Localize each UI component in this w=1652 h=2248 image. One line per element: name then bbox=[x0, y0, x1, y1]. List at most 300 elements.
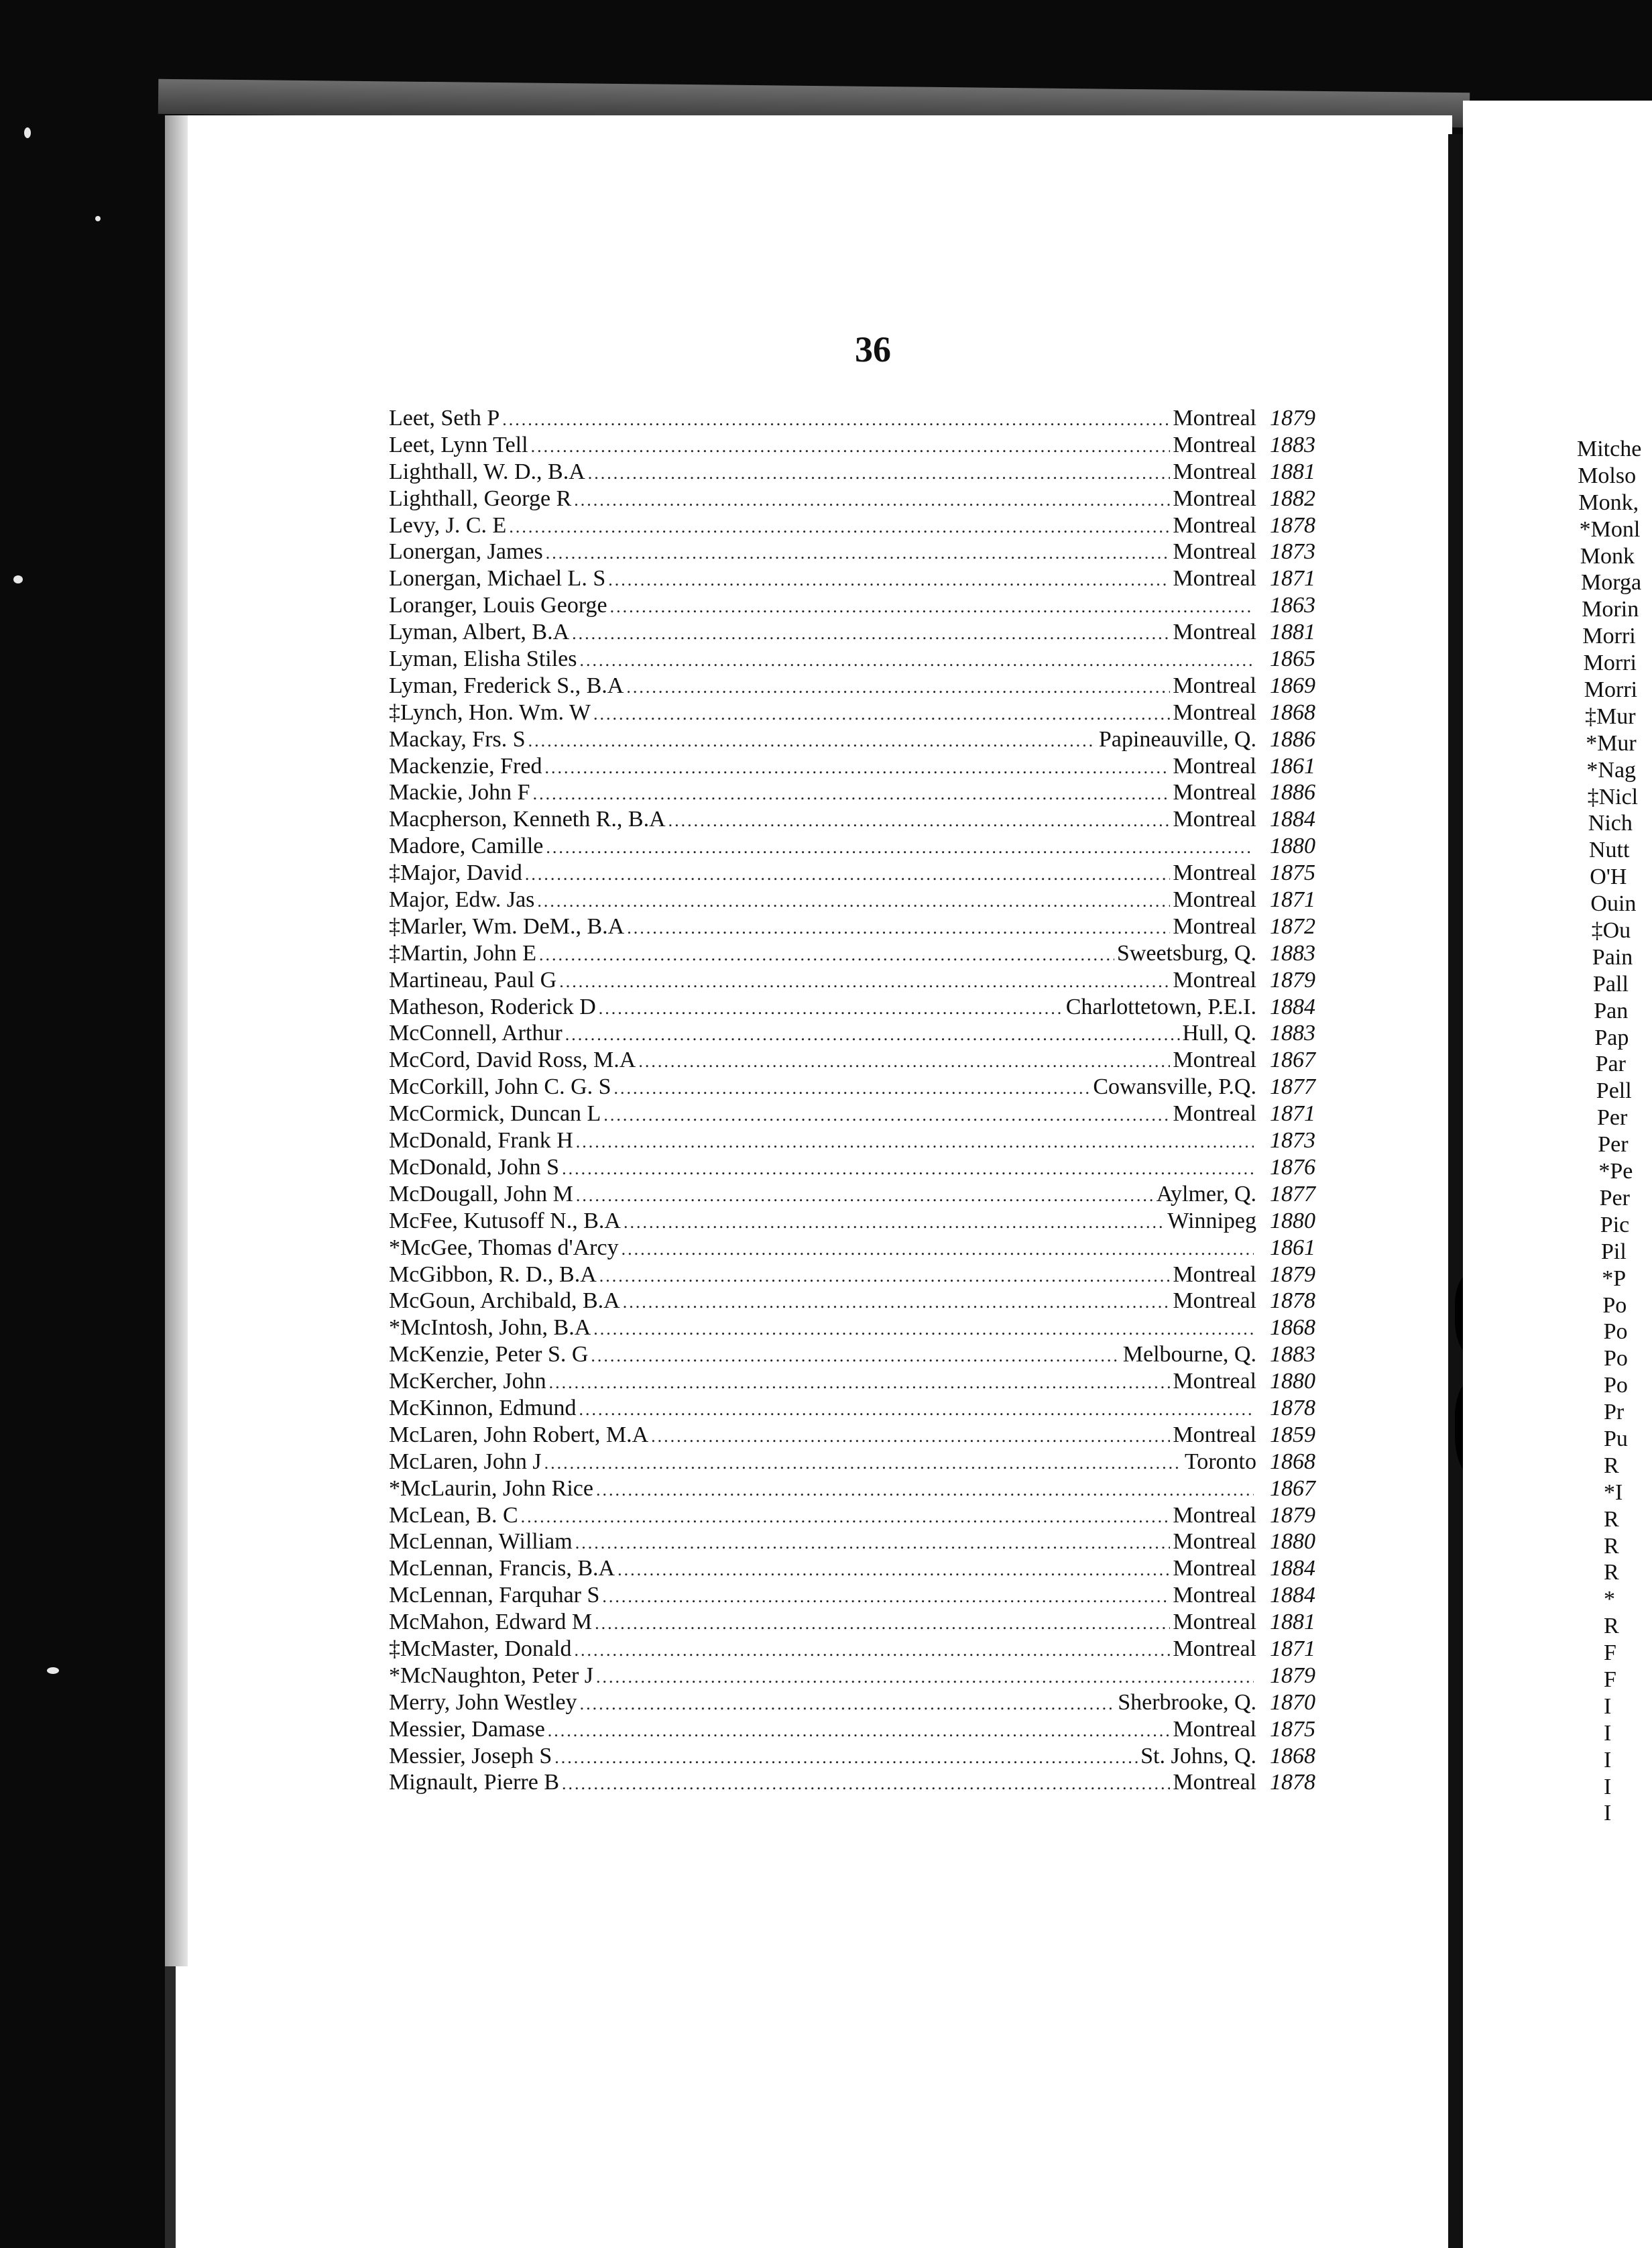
list-item bbox=[389, 1181, 1315, 1208]
list-item bbox=[389, 646, 1315, 673]
member-residence: Montreal bbox=[1173, 566, 1256, 592]
dot-leader bbox=[651, 1423, 1170, 1449]
member-residence: Montreal bbox=[1173, 1556, 1256, 1581]
facing-page-fragment: Po bbox=[1604, 1373, 1628, 1398]
facing-page-fragment: Morin bbox=[1582, 597, 1639, 622]
member-year: 1886 bbox=[1270, 726, 1315, 752]
member-year: 1879 bbox=[1270, 1663, 1315, 1688]
member-name: Leet, Seth P bbox=[389, 406, 500, 431]
dust-speck bbox=[47, 1667, 59, 1674]
facing-page-fragment: Monk bbox=[1580, 543, 1635, 569]
facing-page-fragment: Nich bbox=[1588, 811, 1633, 836]
dot-leader bbox=[544, 754, 1170, 781]
member-year: 1878 bbox=[1270, 1770, 1315, 1795]
list-item bbox=[389, 860, 1315, 887]
facing-page-fragment: Pil bbox=[1601, 1239, 1627, 1264]
facing-page-fragment: Morri bbox=[1582, 624, 1636, 649]
member-year: 1880 bbox=[1270, 1529, 1315, 1555]
member-year: 1879 bbox=[1270, 1261, 1315, 1287]
member-year: 1884 bbox=[1270, 994, 1315, 1019]
facing-page-fragment: *Pe bbox=[1598, 1159, 1633, 1184]
facing-page-fragment: * bbox=[1604, 1587, 1615, 1612]
list-item bbox=[389, 1020, 1315, 1047]
member-year: 1883 bbox=[1270, 1021, 1315, 1046]
member-year: 1884 bbox=[1270, 1556, 1315, 1581]
facing-page-fragment: Morga bbox=[1581, 570, 1642, 596]
facing-page-fragment: R bbox=[1604, 1453, 1619, 1478]
member-name: McFee, Kutusoff N., B.A bbox=[389, 1208, 621, 1233]
facing-page-fragment: Per bbox=[1597, 1105, 1628, 1131]
member-residence: Cowansville, P.Q. bbox=[1093, 1074, 1256, 1100]
facing-page-fragment: Po bbox=[1604, 1346, 1628, 1371]
member-year: 1868 bbox=[1270, 1743, 1315, 1768]
dot-leader bbox=[533, 781, 1171, 807]
dot-leader bbox=[591, 1343, 1120, 1369]
member-residence: Montreal bbox=[1173, 1716, 1256, 1742]
member-year: 1859 bbox=[1270, 1422, 1315, 1447]
dot-leader bbox=[608, 567, 1170, 593]
member-name: ‡Lynch, Hon. Wm. W bbox=[389, 699, 591, 725]
member-year: 1871 bbox=[1270, 1101, 1315, 1127]
facing-page-fragment: Nutt bbox=[1589, 838, 1630, 863]
member-year: 1879 bbox=[1270, 967, 1315, 993]
list-item bbox=[389, 405, 1315, 432]
dust-speck bbox=[24, 127, 31, 138]
dot-leader bbox=[593, 1316, 1254, 1342]
member-residence: Montreal bbox=[1173, 673, 1256, 698]
facing-page-fragment: Morri bbox=[1584, 677, 1638, 703]
facing-page-fragment: I bbox=[1604, 1801, 1612, 1826]
member-name: McCord, David Ross, M.A bbox=[389, 1048, 636, 1073]
facing-page-fragment: ‡Ou bbox=[1591, 918, 1631, 944]
page-number: 36 bbox=[855, 329, 891, 370]
list-item bbox=[389, 1395, 1315, 1422]
member-name: McCormick, Duncan L bbox=[389, 1101, 601, 1127]
list-item bbox=[389, 1127, 1315, 1154]
member-year: 1861 bbox=[1270, 1235, 1315, 1260]
member-year: 1881 bbox=[1270, 620, 1315, 645]
facing-page-fragment: R bbox=[1604, 1560, 1619, 1585]
member-year: 1880 bbox=[1270, 1369, 1315, 1394]
member-year: 1870 bbox=[1270, 1689, 1315, 1715]
facing-page-fragment: ‡Mur bbox=[1585, 704, 1636, 729]
dot-leader bbox=[562, 1156, 1254, 1182]
member-year: 1878 bbox=[1270, 1395, 1315, 1420]
member-name: Messier, Joseph S bbox=[389, 1743, 552, 1768]
member-name: McDougall, John M bbox=[389, 1181, 573, 1206]
list-item bbox=[389, 1101, 1315, 1127]
dot-leader bbox=[626, 674, 1170, 700]
member-residence: Melbourne, Q. bbox=[1122, 1342, 1256, 1367]
list-item bbox=[389, 1235, 1315, 1261]
dot-leader bbox=[603, 1102, 1170, 1128]
dot-leader bbox=[576, 1129, 1254, 1155]
member-residence: Montreal bbox=[1173, 406, 1256, 431]
list-item bbox=[389, 726, 1315, 753]
dot-leader bbox=[537, 888, 1170, 914]
facing-page-fragment: *Nag bbox=[1586, 757, 1637, 783]
member-residence: Aylmer, Q. bbox=[1156, 1181, 1256, 1206]
member-residence: Montreal bbox=[1173, 753, 1256, 779]
list-item bbox=[389, 1074, 1315, 1101]
list-item bbox=[389, 459, 1315, 486]
member-year: 1863 bbox=[1270, 593, 1315, 618]
facing-page-fragment: *Mur bbox=[1586, 730, 1637, 756]
dot-leader bbox=[509, 514, 1170, 540]
dot-leader bbox=[531, 433, 1171, 459]
dot-leader bbox=[574, 487, 1170, 513]
member-name: Mackenzie, Fred bbox=[389, 753, 542, 779]
dot-leader bbox=[549, 1369, 1171, 1396]
list-item bbox=[389, 565, 1315, 592]
member-residence: Montreal bbox=[1173, 1636, 1256, 1661]
member-name: McLaren, John Robert, M.A bbox=[389, 1422, 649, 1447]
member-residence: Montreal bbox=[1173, 967, 1256, 993]
member-year: 1873 bbox=[1270, 539, 1315, 565]
member-name: Lighthall, W. D., B.A bbox=[389, 459, 585, 484]
dot-leader bbox=[596, 1664, 1254, 1690]
member-residence: Montreal bbox=[1173, 1288, 1256, 1314]
dot-leader bbox=[668, 807, 1171, 834]
member-year: 1881 bbox=[1270, 1610, 1315, 1635]
left-page-binding-shadow bbox=[165, 115, 188, 1966]
facing-page-fragment: ‡Nicl bbox=[1587, 784, 1639, 809]
member-name: ‡Martin, John E bbox=[389, 940, 537, 966]
dot-leader bbox=[554, 1744, 1138, 1771]
member-year: 1879 bbox=[1270, 1502, 1315, 1528]
member-name: Lyman, Frederick S., B.A bbox=[389, 673, 624, 698]
member-residence: Montreal bbox=[1173, 1583, 1256, 1608]
dot-leader bbox=[596, 1477, 1254, 1503]
member-residence: Montreal bbox=[1173, 459, 1256, 484]
member-name: McKinnon, Edmund bbox=[389, 1395, 577, 1420]
member-name: Lyman, Elisha Stiles bbox=[389, 647, 577, 672]
facing-page-fragment: Par bbox=[1595, 1052, 1626, 1077]
member-name: Mackie, John F bbox=[389, 780, 530, 805]
member-name: McKercher, John bbox=[389, 1369, 546, 1394]
facing-page-fragment: *P bbox=[1602, 1266, 1627, 1291]
member-residence: Winnipeg bbox=[1167, 1208, 1256, 1233]
member-name: Messier, Damase bbox=[389, 1716, 545, 1742]
dot-leader bbox=[602, 1583, 1170, 1610]
member-name: Major, Edw. Jas bbox=[389, 887, 535, 913]
member-name: McDonald, John S bbox=[389, 1154, 560, 1180]
member-residence: Montreal bbox=[1173, 1610, 1256, 1635]
facing-page-fragment: R bbox=[1604, 1614, 1619, 1639]
facing-page-fragment: I bbox=[1604, 1747, 1612, 1773]
dot-leader bbox=[580, 1691, 1116, 1717]
list-item bbox=[389, 1341, 1315, 1368]
member-residence: Charlottetown, P.E.I. bbox=[1065, 994, 1256, 1019]
member-year: 1880 bbox=[1270, 1208, 1315, 1233]
dust-speck bbox=[13, 575, 23, 583]
facing-page-fragment: R bbox=[1604, 1506, 1619, 1532]
dot-leader bbox=[614, 1075, 1091, 1101]
member-year: 1865 bbox=[1270, 647, 1315, 672]
member-year: 1882 bbox=[1270, 486, 1315, 511]
dot-leader bbox=[546, 540, 1171, 566]
facing-page-fragment: Pap bbox=[1594, 1025, 1629, 1050]
member-residence: Montreal bbox=[1173, 1261, 1256, 1287]
member-name: Lyman, Albert, B.A bbox=[389, 620, 570, 645]
member-year: 1883 bbox=[1270, 1342, 1315, 1367]
member-name: Matheson, Roderick D bbox=[389, 994, 596, 1019]
member-name: ‡McMaster, Donald bbox=[389, 1636, 572, 1661]
list-item bbox=[389, 1716, 1315, 1743]
member-name: Loranger, Louis George bbox=[389, 593, 607, 618]
list-item bbox=[389, 1636, 1315, 1663]
member-name: ‡Major, David bbox=[389, 860, 522, 886]
member-residence: Montreal bbox=[1173, 807, 1256, 832]
facing-page-fragment: *Monl bbox=[1579, 516, 1641, 542]
member-name: Lonergan, Michael L. S bbox=[389, 566, 606, 592]
member-year: 1881 bbox=[1270, 459, 1315, 484]
member-name: Levy, J. C. E bbox=[389, 512, 507, 538]
member-name: McKenzie, Peter S. G bbox=[389, 1342, 589, 1367]
member-residence: Montreal bbox=[1173, 860, 1256, 886]
member-residence: Montreal bbox=[1173, 486, 1256, 511]
member-name: *McNaughton, Peter J bbox=[389, 1663, 594, 1688]
dust-speck bbox=[95, 216, 101, 221]
member-year: 1867 bbox=[1270, 1048, 1315, 1073]
member-year: 1884 bbox=[1270, 807, 1315, 832]
list-item bbox=[389, 1314, 1315, 1341]
list-item bbox=[389, 673, 1315, 699]
member-list bbox=[389, 405, 1315, 1796]
list-item bbox=[389, 779, 1315, 806]
list-item bbox=[389, 1475, 1315, 1502]
member-year: 1877 bbox=[1270, 1181, 1315, 1206]
member-name: *McLaurin, John Rice bbox=[389, 1475, 593, 1501]
facing-page-fragment: Pall bbox=[1593, 971, 1629, 997]
facing-page-fragment: Morri bbox=[1583, 651, 1637, 676]
list-item bbox=[389, 994, 1315, 1021]
list-item bbox=[389, 1502, 1315, 1529]
facing-page-fragment: Ouin bbox=[1590, 891, 1637, 917]
member-year: 1877 bbox=[1270, 1074, 1315, 1100]
list-item bbox=[389, 913, 1315, 940]
member-name: Leet, Lynn Tell bbox=[389, 432, 528, 457]
member-residence: Sherbrooke, Q. bbox=[1118, 1689, 1256, 1715]
list-item bbox=[389, 1288, 1315, 1314]
member-name: Madore, Camille bbox=[389, 834, 544, 859]
list-item bbox=[389, 1154, 1315, 1181]
facing-page-fragment: Pell bbox=[1596, 1078, 1632, 1104]
dot-leader bbox=[588, 460, 1171, 486]
member-name: ‡Marler, Wm. DeM., B.A bbox=[389, 913, 625, 939]
member-residence: Montreal bbox=[1173, 887, 1256, 913]
member-year: 1868 bbox=[1270, 699, 1315, 725]
member-name: McConnell, Arthur bbox=[389, 1021, 563, 1046]
facing-page-fragment: R bbox=[1604, 1533, 1619, 1559]
list-item bbox=[389, 1743, 1315, 1770]
member-year: 1875 bbox=[1270, 1716, 1315, 1742]
dot-leader bbox=[525, 861, 1171, 887]
member-year: 1872 bbox=[1270, 913, 1315, 939]
list-item bbox=[389, 1663, 1315, 1689]
facing-page-fragment: Mitche bbox=[1577, 437, 1642, 461]
member-name: Macpherson, Kenneth R., B.A bbox=[389, 807, 666, 832]
list-item bbox=[389, 1261, 1315, 1288]
member-name: McGibbon, R. D., B.A bbox=[389, 1261, 597, 1287]
member-residence: Montreal bbox=[1173, 1770, 1256, 1795]
member-year: 1869 bbox=[1270, 673, 1315, 698]
dot-leader bbox=[548, 1718, 1171, 1744]
member-name: *McIntosh, John, B.A bbox=[389, 1315, 591, 1341]
member-residence: Sweetsburg, Q. bbox=[1116, 940, 1256, 966]
member-name: McLennan, Francis, B.A bbox=[389, 1556, 615, 1581]
member-residence: Hull, Q. bbox=[1182, 1021, 1256, 1046]
book-gutter bbox=[1448, 134, 1463, 2248]
facing-page-fragment: *I bbox=[1604, 1479, 1623, 1505]
dot-leader bbox=[539, 942, 1114, 968]
dot-leader bbox=[544, 1450, 1182, 1476]
dot-leader bbox=[528, 728, 1096, 754]
member-name: Merry, John Westley bbox=[389, 1689, 577, 1715]
dot-leader bbox=[622, 1236, 1254, 1262]
dot-leader bbox=[565, 1021, 1180, 1048]
member-residence: Montreal bbox=[1173, 1101, 1256, 1127]
list-item bbox=[389, 539, 1315, 565]
facing-page-fragment: O'H bbox=[1590, 864, 1627, 890]
member-year: 1873 bbox=[1270, 1128, 1315, 1154]
list-item bbox=[389, 887, 1315, 913]
member-year: 1878 bbox=[1270, 1288, 1315, 1314]
member-name: McLean, B. C bbox=[389, 1502, 518, 1528]
facing-page-fragment: I bbox=[1604, 1720, 1612, 1746]
member-year: 1880 bbox=[1270, 834, 1315, 859]
member-residence: St. Johns, Q. bbox=[1140, 1743, 1256, 1768]
facing-page-fragment: Po bbox=[1602, 1292, 1627, 1318]
member-residence: Montreal bbox=[1173, 1502, 1256, 1528]
dot-leader bbox=[624, 1209, 1165, 1235]
facing-page-fragment: Pain bbox=[1592, 944, 1633, 970]
member-year: 1871 bbox=[1270, 566, 1315, 592]
facing-page-fragment: I bbox=[1604, 1693, 1612, 1719]
member-residence: Montreal bbox=[1173, 1369, 1256, 1394]
dot-leader bbox=[521, 1504, 1171, 1530]
facing-page-fragment: Pu bbox=[1604, 1426, 1628, 1451]
facing-page-fragment: Molso bbox=[1578, 463, 1637, 488]
facing-page-fragment: Pr bbox=[1604, 1400, 1625, 1425]
facing-page-fragment: Per bbox=[1598, 1132, 1629, 1158]
dot-leader bbox=[546, 834, 1254, 860]
member-residence: Montreal bbox=[1173, 913, 1256, 939]
list-item bbox=[389, 486, 1315, 512]
dot-leader bbox=[623, 1289, 1171, 1315]
member-residence: Montreal bbox=[1173, 512, 1256, 538]
list-item bbox=[389, 1528, 1315, 1555]
member-year: 1867 bbox=[1270, 1475, 1315, 1501]
member-residence: Montreal bbox=[1173, 699, 1256, 725]
dot-leader bbox=[576, 1182, 1154, 1209]
facing-page-fragment: Po bbox=[1603, 1319, 1628, 1345]
list-item bbox=[389, 619, 1315, 646]
dot-leader bbox=[502, 406, 1170, 433]
dot-leader bbox=[627, 915, 1170, 941]
facing-page-fragment: I bbox=[1604, 1774, 1612, 1799]
member-name: McCorkill, John C. G. S bbox=[389, 1074, 611, 1100]
list-item bbox=[389, 833, 1315, 860]
member-name: McMahon, Edward M bbox=[389, 1610, 593, 1635]
member-year: 1875 bbox=[1270, 860, 1315, 886]
list-item bbox=[389, 806, 1315, 833]
member-year: 1876 bbox=[1270, 1154, 1315, 1180]
member-residence: Montreal bbox=[1173, 620, 1256, 645]
facing-page-column bbox=[1577, 436, 1652, 1827]
member-residence: Montreal bbox=[1173, 1529, 1256, 1555]
member-name: *McGee, Thomas d'Arcy bbox=[389, 1235, 619, 1260]
dot-leader bbox=[572, 620, 1170, 647]
list-item bbox=[389, 432, 1315, 459]
list-item bbox=[389, 1769, 1315, 1796]
list-item bbox=[389, 1582, 1315, 1609]
list-item bbox=[389, 512, 1315, 539]
dot-leader bbox=[559, 968, 1170, 995]
list-item bbox=[389, 1555, 1315, 1582]
dot-leader bbox=[599, 1263, 1171, 1289]
member-name: Mackay, Frs. S bbox=[389, 726, 526, 752]
facing-page-fragment: Per bbox=[1599, 1185, 1630, 1211]
member-name: Martineau, Paul G bbox=[389, 967, 557, 993]
dot-leader bbox=[617, 1557, 1170, 1583]
member-name: McLennan, Farquhar S bbox=[389, 1583, 600, 1608]
dot-leader bbox=[638, 1048, 1170, 1074]
member-residence: Papineauville, Q. bbox=[1098, 726, 1256, 752]
dot-leader bbox=[610, 594, 1254, 620]
list-item bbox=[389, 1208, 1315, 1235]
facing-page-fragment: Pic bbox=[1600, 1212, 1630, 1237]
member-residence: Montreal bbox=[1173, 780, 1256, 805]
member-name: McLennan, William bbox=[389, 1529, 573, 1555]
member-name: McLaren, John J bbox=[389, 1449, 542, 1474]
member-residence: Montreal bbox=[1173, 432, 1256, 457]
member-year: 1871 bbox=[1270, 1636, 1315, 1661]
member-year: 1868 bbox=[1270, 1315, 1315, 1341]
list-item bbox=[389, 967, 1315, 994]
member-year: 1883 bbox=[1270, 940, 1315, 966]
member-residence: Montreal bbox=[1173, 1422, 1256, 1447]
dot-leader bbox=[575, 1530, 1171, 1556]
member-name: Lighthall, George R bbox=[389, 486, 572, 511]
list-item bbox=[389, 1422, 1315, 1449]
member-year: 1868 bbox=[1270, 1449, 1315, 1474]
member-name: Mignault, Pierre B bbox=[389, 1770, 560, 1795]
dot-leader bbox=[599, 995, 1063, 1021]
list-item bbox=[389, 1609, 1315, 1636]
list-item bbox=[389, 753, 1315, 780]
dot-leader bbox=[579, 1396, 1254, 1422]
dot-leader bbox=[562, 1771, 1170, 1797]
member-year: 1879 bbox=[1270, 406, 1315, 431]
dot-leader bbox=[593, 701, 1170, 727]
facing-page-fragment: Pan bbox=[1594, 998, 1629, 1023]
member-residence: Toronto bbox=[1184, 1449, 1256, 1474]
dot-leader bbox=[579, 647, 1254, 673]
list-item bbox=[389, 940, 1315, 967]
member-year: 1861 bbox=[1270, 753, 1315, 779]
member-year: 1883 bbox=[1270, 432, 1315, 457]
member-name: Lonergan, James bbox=[389, 539, 543, 565]
dot-leader bbox=[595, 1610, 1170, 1636]
member-name: McDonald, Frank H bbox=[389, 1128, 573, 1154]
facing-page-fragment: F bbox=[1604, 1667, 1616, 1692]
member-residence: Montreal bbox=[1173, 1048, 1256, 1073]
list-item bbox=[389, 1449, 1315, 1475]
member-name: McGoun, Archibald, B.A bbox=[389, 1288, 620, 1314]
list-item bbox=[389, 592, 1315, 619]
facing-page-fragment: Monk, bbox=[1578, 490, 1639, 515]
